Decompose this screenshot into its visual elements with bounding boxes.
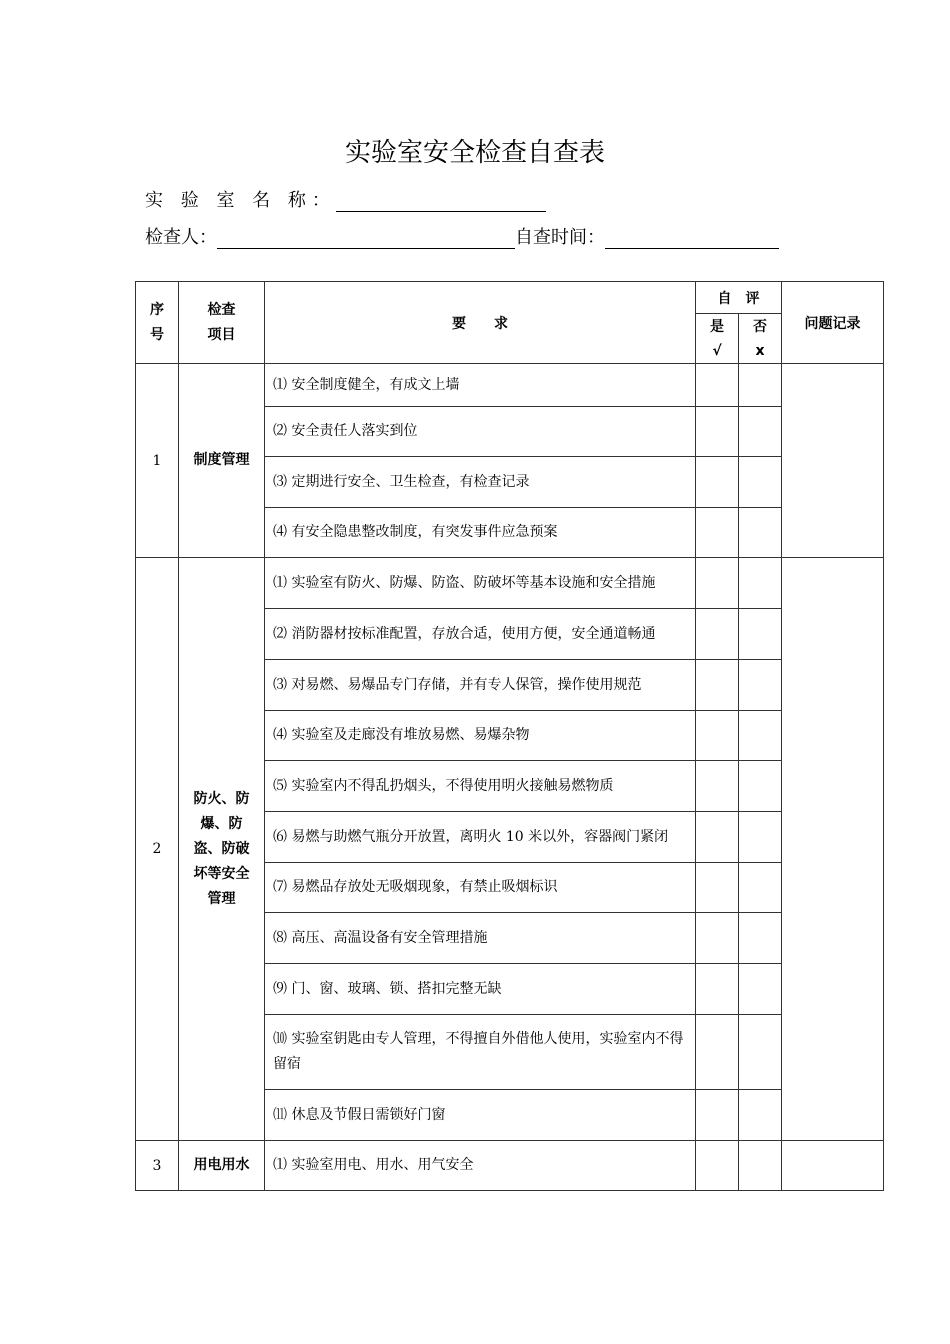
yes-cell[interactable] (696, 558, 739, 609)
no-cell[interactable] (739, 508, 782, 558)
no-cell[interactable] (739, 558, 782, 609)
yes-cell[interactable] (696, 609, 739, 660)
header-requirement: 要 求 (265, 282, 696, 364)
lab-name-field[interactable] (336, 191, 546, 212)
table-row (136, 364, 884, 407)
yes-cell[interactable] (696, 812, 739, 863)
requirement-text: ⑶ 对易燃、易爆品专门存储，并有专人保管，操作使用规范 (265, 660, 696, 711)
header-item: 检查 项目 (179, 282, 265, 364)
section-seq: 2 (136, 558, 179, 1141)
issue-record-cell[interactable] (782, 1141, 884, 1191)
yes-cell[interactable] (696, 457, 739, 508)
yes-cell[interactable] (696, 761, 739, 812)
yes-cell[interactable] (696, 964, 739, 1015)
inspector-label: 检查人： (145, 227, 217, 248)
section-category: 制度管理 (179, 364, 265, 558)
no-cell[interactable] (739, 1015, 782, 1090)
yes-cell[interactable] (696, 863, 739, 913)
yes-cell[interactable] (696, 364, 739, 407)
inspector-field[interactable] (217, 228, 515, 249)
requirement-text: ⑴ 安全制度健全，有成文上墙 (265, 364, 696, 407)
no-cell[interactable] (739, 1090, 782, 1141)
no-cell[interactable] (739, 812, 782, 863)
requirement-text: ⑺ 易燃品存放处无吸烟现象，有禁止吸烟标识 (265, 863, 696, 913)
self-check-time-label: 自查时间： (515, 227, 605, 248)
no-cell[interactable] (739, 913, 782, 964)
no-cell[interactable] (739, 711, 782, 761)
yes-cell[interactable] (696, 1090, 739, 1141)
requirement-text: ⑹ 易燃与助燃气瓶分开放置，离明火 10 米以外，容器阀门紧闭 (265, 812, 696, 863)
requirement-text: ⑵ 消防器材按标准配置，存放合适，使用方便，安全通道畅通 (265, 609, 696, 660)
no-cell[interactable] (739, 457, 782, 508)
section-category: 防火、防 爆、防 盗、防破 坏等安全 管理 (179, 558, 265, 1141)
requirement-text: ⑷ 实验室及走廊没有堆放易燃、易爆杂物 (265, 711, 696, 761)
no-cell[interactable] (739, 761, 782, 812)
yes-cell[interactable] (696, 1141, 739, 1191)
yes-cell[interactable] (696, 407, 739, 457)
requirement-text: ⑷ 有安全隐患整改制度，有突发事件应急预案 (265, 508, 696, 558)
requirement-text: ⑶ 定期进行安全、卫生检查，有检查记录 (265, 457, 696, 508)
table-row (136, 558, 884, 609)
header-no: 否 x (739, 314, 782, 364)
lab-name-label: 实 验 室 名 称： (145, 190, 336, 211)
no-cell[interactable] (739, 609, 782, 660)
lab-name-row (145, 186, 546, 212)
requirement-text: ⑴ 实验室有防火、防爆、防盗、防破坏等基本设施和安全措施 (265, 558, 696, 609)
issue-record-cell[interactable] (782, 558, 884, 1141)
no-cell[interactable] (739, 863, 782, 913)
no-cell[interactable] (739, 1141, 782, 1191)
requirement-text: ⑽ 实验室钥匙由专人管理，不得擅自外借他人使用，实验室内不得留宿 (265, 1015, 696, 1090)
page-title: 实验室安全检查自查表 (344, 138, 605, 168)
requirement-text: ⑻ 高压、高温设备有安全管理措施 (265, 913, 696, 964)
section-seq: 3 (136, 1141, 179, 1191)
header-issue-record: 问题记录 (782, 282, 884, 364)
yes-cell[interactable] (696, 1015, 739, 1090)
yes-cell[interactable] (696, 711, 739, 761)
self-check-time-field[interactable] (605, 228, 779, 249)
no-cell[interactable] (739, 407, 782, 457)
inspector-row (145, 223, 779, 249)
table-row (136, 1141, 884, 1191)
section-seq: 1 (136, 364, 179, 558)
header-seq: 序 号 (136, 282, 179, 364)
yes-cell[interactable] (696, 913, 739, 964)
requirement-text: ⑼ 门、窗、玻璃、锁、搭扣完整无缺 (265, 964, 696, 1015)
yes-cell[interactable] (696, 660, 739, 711)
no-cell[interactable] (739, 964, 782, 1015)
issue-record-cell[interactable] (782, 364, 884, 558)
no-cell[interactable] (739, 660, 782, 711)
inspection-table (135, 281, 884, 1191)
requirement-text: ⑵ 安全责任人落实到位 (265, 407, 696, 457)
section-category: 用电用水 (179, 1141, 265, 1191)
yes-cell[interactable] (696, 508, 739, 558)
requirement-text: ⑸ 实验室内不得乱扔烟头，不得使用明火接触易燃物质 (265, 761, 696, 812)
header-yes: 是 √ (696, 314, 739, 364)
no-cell[interactable] (739, 364, 782, 407)
header-self-eval: 自 评 (696, 282, 782, 314)
requirement-text: ⑾ 休息及节假日需锁好门窗 (265, 1090, 696, 1141)
header-row (136, 282, 884, 314)
requirement-text: ⑴ 实验室用电、用水、用气安全 (265, 1141, 696, 1191)
